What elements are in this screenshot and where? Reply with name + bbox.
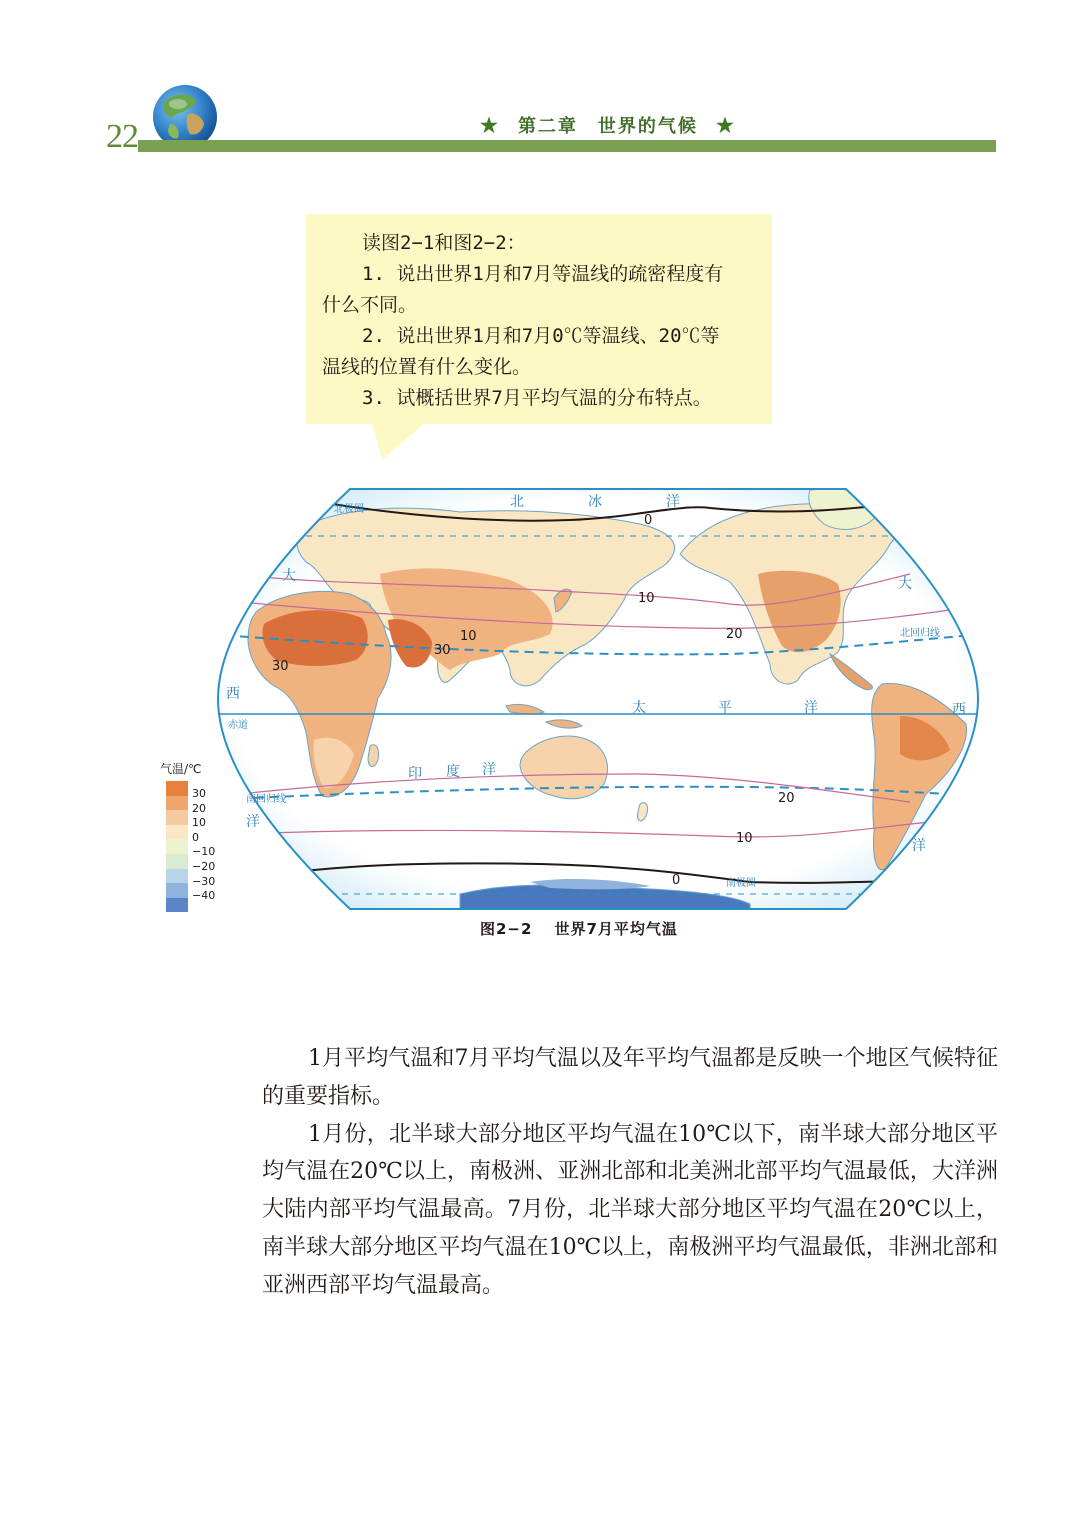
ocean-label-atlantic-e1: 大 bbox=[898, 576, 912, 592]
ocean-label-atlantic-w1: 大 bbox=[282, 568, 296, 584]
question-2: 2. 说出世界1月和7月0℃等温线、20℃等 bbox=[362, 325, 720, 347]
header-rule bbox=[138, 140, 996, 152]
isotherm-label-10-south: 10 bbox=[736, 831, 753, 846]
isotherm-label-20: 20 bbox=[726, 627, 743, 642]
question-1-cont: 什么不同。 bbox=[322, 294, 418, 316]
legend-item bbox=[160, 883, 230, 903]
world-july-temperature-map bbox=[210, 484, 986, 914]
star-icon: ★ bbox=[480, 113, 500, 137]
isotherm-label-0-north: 0 bbox=[644, 513, 653, 528]
ocean-label-arctic-2: 冰 bbox=[588, 494, 602, 510]
arctic-circle-label: 北极圈 bbox=[334, 504, 364, 515]
legend-swatch bbox=[166, 839, 188, 854]
legend-item bbox=[160, 869, 230, 888]
madagascar-land bbox=[368, 745, 379, 767]
isotherm-label-30-arabia: 30 bbox=[434, 643, 451, 658]
legend-value: 10 bbox=[192, 816, 206, 830]
question-2-cont: 温线的位置有什么变化。 bbox=[322, 356, 532, 378]
figure-caption bbox=[480, 918, 678, 939]
tropic-cancer-label: 北回归线 bbox=[900, 628, 940, 639]
ocean-label-indian-2: 度 bbox=[446, 764, 460, 780]
legend-item bbox=[160, 796, 230, 815]
ocean-label-atlantic-e3: 洋 bbox=[912, 838, 926, 854]
legend-swatch bbox=[166, 781, 188, 796]
legend-value: −40 bbox=[192, 889, 216, 903]
equator-label: 赤道 bbox=[228, 720, 248, 731]
legend-item bbox=[160, 810, 230, 830]
ocean-label-atlantic-w2: 西 bbox=[226, 686, 240, 702]
legend-value: 20 bbox=[192, 801, 206, 815]
legend-value: −10 bbox=[192, 845, 216, 859]
ocean-label-atlantic-w3: 洋 bbox=[246, 814, 260, 830]
ocean-label-indian-3: 洋 bbox=[482, 762, 496, 778]
chapter-header bbox=[480, 112, 736, 138]
legend-item bbox=[160, 839, 230, 859]
ocean-label-arctic-1: 北 bbox=[510, 494, 524, 510]
ocean-label-atlantic-e2: 西 bbox=[952, 702, 966, 718]
question-intro: 读图2−1和图2−2： bbox=[362, 232, 526, 254]
isotherm-label-30-africa: 30 bbox=[272, 659, 289, 674]
antarctic-circle-label: 南极圈 bbox=[726, 878, 756, 889]
legend-value: 0 bbox=[192, 830, 199, 844]
legend-item bbox=[160, 898, 230, 913]
ocean-label-pacific-3: 洋 bbox=[804, 700, 818, 716]
question-3: 3. 试概括世界7月平均气温的分布特点。 bbox=[362, 387, 712, 409]
figure-title: 世界7月平均气温 bbox=[554, 920, 678, 938]
legend-swatch bbox=[166, 825, 188, 840]
chapter-title: 第二章 世界的气候 bbox=[517, 116, 698, 137]
ocean-label-pacific-1: 太 bbox=[632, 700, 646, 716]
temperature-legend bbox=[160, 760, 230, 912]
ocean-label-arctic-3: 洋 bbox=[666, 494, 680, 510]
legend-item bbox=[160, 854, 230, 873]
ocean-label-indian-1: 印 bbox=[408, 766, 422, 782]
tropic-capricorn-label: 南回归线 bbox=[246, 794, 286, 805]
legend-item bbox=[160, 781, 230, 800]
legend-value: −30 bbox=[192, 874, 216, 888]
legend-swatch bbox=[166, 898, 188, 913]
legend-value: −20 bbox=[192, 859, 216, 873]
star-icon: ★ bbox=[715, 113, 736, 137]
question-box bbox=[306, 214, 772, 424]
speech-tail bbox=[372, 422, 426, 460]
paragraph: 1月平均气温和7月平均气温以及年平均气温都是反映一个地区气候特征的重要指标。 bbox=[262, 1046, 998, 1109]
legend-swatch bbox=[166, 854, 188, 869]
legend-swatch bbox=[166, 810, 188, 825]
figure-number: 图2−2 bbox=[480, 920, 533, 938]
body-text bbox=[262, 1040, 998, 1305]
legend-swatch bbox=[166, 883, 188, 898]
isotherm-label-10-asia: 10 bbox=[460, 629, 477, 644]
legend-swatch bbox=[166, 869, 188, 884]
isotherm-label-20-south: 20 bbox=[778, 791, 795, 806]
paragraph: 1月份，北半球大部分地区平均气温在10℃以下，南半球大部分地区平均气温在20℃以上，南极洲、亚洲北部和北美洲北部平均气温最低，大洋洲大陆内部平均气温最高。7月份，北半球大部分地区平均气温在20℃以上，南半球大部分地区平均气温在10℃以上，南极洲平均气温最低，非洲北部和亚洲西部平均气温最高。 bbox=[262, 1121, 998, 1298]
legend-value: 30 bbox=[192, 787, 206, 800]
question-1: 1. 说出世界1月和7月等温线的疏密程度有 bbox=[362, 263, 724, 285]
isotherm-label-0-south: 0 bbox=[672, 873, 681, 888]
legend-title: 气温/℃ bbox=[160, 762, 202, 776]
legend-item bbox=[160, 825, 230, 844]
ocean-label-pacific-2: 平 bbox=[718, 700, 732, 716]
page-number: 22 bbox=[106, 118, 138, 155]
legend-swatch bbox=[166, 796, 188, 811]
isotherm-label-10: 10 bbox=[638, 591, 655, 606]
